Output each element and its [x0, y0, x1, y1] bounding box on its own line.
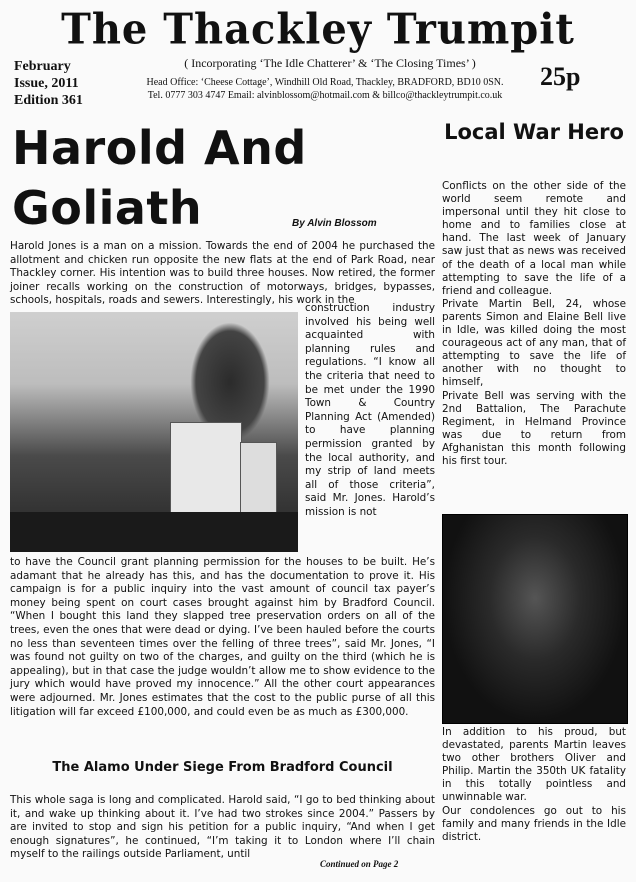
sidebar-headline: Local War Hero	[444, 120, 624, 144]
price: 25p	[540, 62, 581, 91]
byline: By Alvin Blossom	[292, 218, 377, 229]
incorporating-line: ( Incorporating ‘The Idle Chatterer’ & ‘The Closing Times’ )	[184, 56, 476, 70]
protest-photo	[10, 312, 298, 552]
sidebar-text-lower	[442, 726, 626, 844]
sidebar-text	[442, 180, 626, 468]
sidebar-paragraph: In addition to his proud, but devastated, parents Martin leaves two other brothers Oliver and Philip. Martin the 350th UK fatality in this totally pointless and unwinnable war.	[442, 726, 626, 804]
issue-month: February	[14, 59, 71, 74]
issue-year: Issue, 2011	[14, 76, 79, 91]
contact-line: Tel. 0777 303 4747 Email: alvinblossom@hotmail.com & billco@thackleytrumpit.co.uk	[147, 90, 503, 101]
sidebar-paragraph: Our condolences go out to his family and many friends in the Idle district.	[442, 804, 626, 843]
head-office-address: Head Office: ‘Cheese Cottage’, Windhill Old Road, Thackley, BRADFORD, BD10 0SN.	[146, 77, 504, 88]
office-info	[110, 76, 540, 102]
sidebar-paragraph: Private Bell was serving with the 2nd Battalion, The Parachute Regiment, in Helmand Province was due to return from Afghanistan this month following his first tour.	[442, 389, 626, 467]
sidebar-paragraph: Conflicts on the other side of the world seem remote and impersonal until they hit close to home and to families close at hand. The last week of January saw just that as news was received of the death of a local man while attempting to save the life of a friend and colleague.	[442, 180, 626, 297]
article-paragraph: Harold Jones is a man on a mission. Towards the end of 2004 he purchased the allotment and chicken run opposite the new flats at the end of Park Road, near Thackley corner. His intention was to build three houses. Now retired, the former joiner recalls working on the construction of motorways, bridges, bypasses, schools, hospitals, roads and sewers. Interestingly, his work in the	[10, 240, 435, 307]
soldier-photo	[442, 514, 628, 724]
sidebar-paragraph: Private Martin Bell, 24, whose parents Simon and Elaine Bell live in Idle, was killed doing the most courageous act of any man, that of attempting to save the life of another with no thought to himself,	[442, 297, 626, 389]
article-paragraph: to have the Council grant planning permission for the houses to be built. He’s adamant that he already has this, and has the documentation to prove it. His campaign is for a public inquiry into the vast amount of council tax payer’s money being spent on court cases brought against him by Bradford Council. “When I bought this land they slapped tree preservation orders on all of the trees, even the ones that were dead or dying. I’ve been hauled before the courts no less than seventeen times over the felling of three trees”, said Mr. Jones, “I was found not guilty on two of the charges, and guilty on the third (which he is appealing), but in that case the judge wouldn’t allow me to show evidence to the jury which would have proved my innocence.” All the other court appearances were adjourned. Mr. Jones estimates that the cost to the public purse of all this litigation will far exceed £100,000, and could even be as much as £300,000.	[10, 556, 435, 718]
issue-info	[14, 58, 104, 109]
article-paragraph: This whole saga is long and complicated. Harold said, “I go to bed thinking about it, and wake up thinking about it. I’ve had two strokes since 2004.” Passers by are invited to stop and sign his petition for a public inquiry, “And when I get enough signatures”, he continued, “I’m taking it to London where I’ll chain myself to the railings outside Parliament, until	[10, 794, 435, 861]
masthead-title: The Thackley Trumpit	[61, 4, 575, 55]
hedge-shape	[10, 512, 298, 552]
article-paragraph: construction industry involved his being well acquainted with planning rules and regulations. “I know all the criteria that need to be met under the 1990 Town & Country Planning Act (Amended) to have planning permission granted by the local authority, and my strip of land meets all of those criteria”, said Mr. Jones. Harold’s mission is not	[305, 302, 435, 518]
sub-headline: The Alamo Under Siege From Bradford Council	[52, 760, 393, 775]
protest-sign	[170, 422, 242, 524]
main-headline: Harold And Goliath	[12, 121, 307, 235]
edition-number: Edition 361	[14, 93, 83, 108]
continued-note: Continued on Page 2	[320, 859, 399, 869]
